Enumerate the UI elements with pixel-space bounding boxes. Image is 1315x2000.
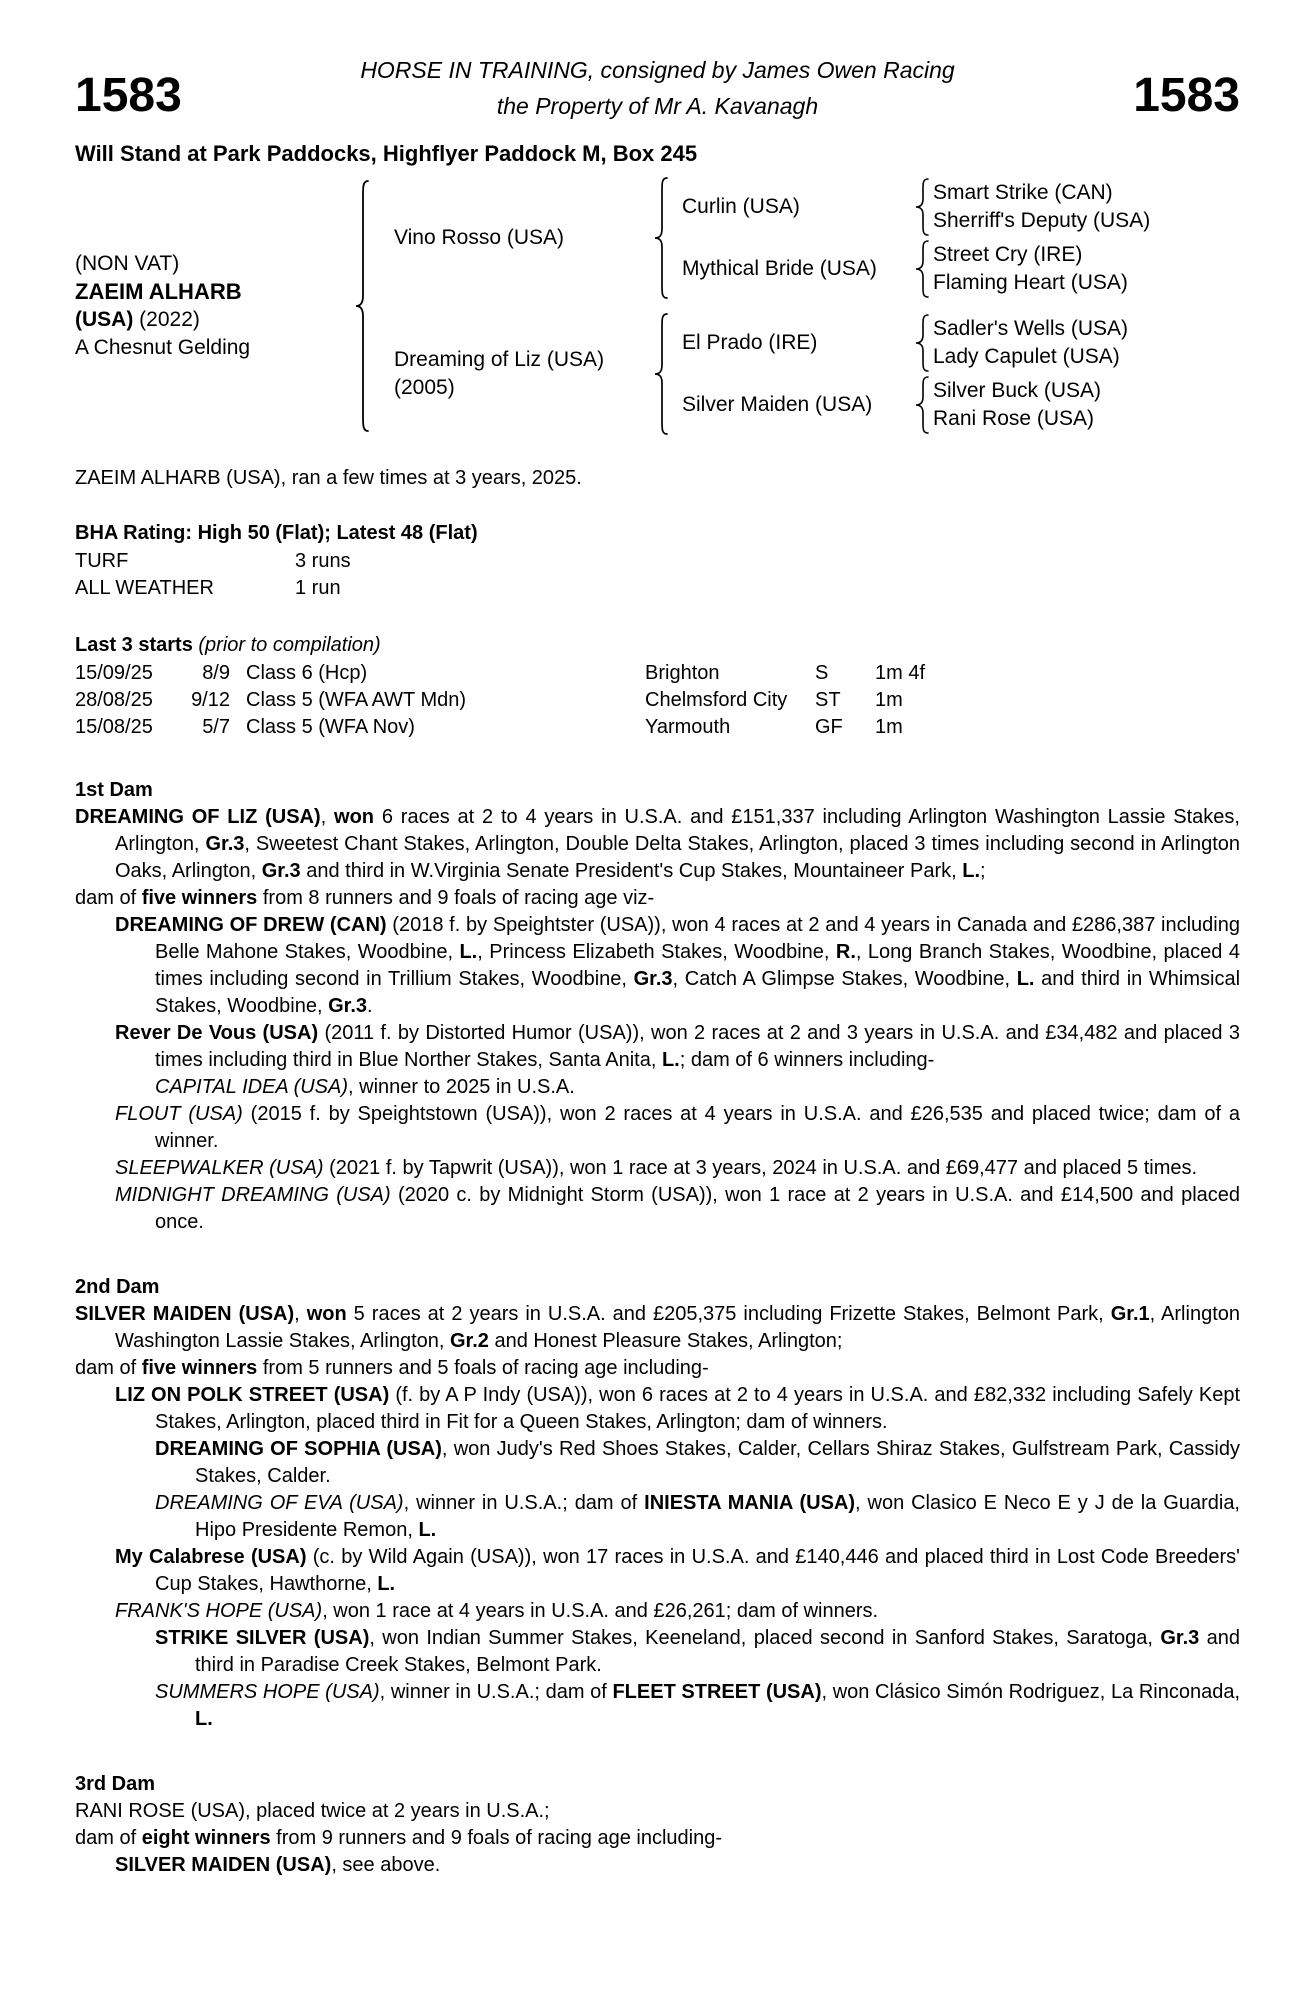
lot-number-right: 1583	[1133, 69, 1240, 122]
section-heading: 3rd Dam	[75, 1773, 156, 1795]
horse-origin: (USA)	[75, 308, 134, 331]
pedigree-paragraph: FLOUT (USA) (2015 f. by Speightstown (USA)), won 2 races at 4 years in U.S.A. and £26,535 and placed twice; dam of a winner.	[115, 1103, 1241, 1152]
pedigree-paragraph: SILVER MAIDEN (USA), see above.	[115, 1854, 441, 1876]
race-distance: 1m	[875, 689, 903, 711]
grandparent-row	[682, 376, 1238, 434]
grandparent-name: Mythical Bride (USA)	[682, 257, 877, 280]
first-dam-section	[75, 777, 1240, 1236]
section-heading: 1st Dam	[75, 779, 153, 801]
brace-icon	[910, 178, 933, 236]
dam-parents-block	[682, 314, 1238, 434]
race-row	[75, 660, 1240, 687]
rating-row	[75, 575, 1240, 602]
surface-label: ALL WEATHER	[75, 577, 214, 599]
pedigree-paragraph: My Calabrese (USA) (c. by Wild Again (USA)), won 17 races in U.S.A. and £140,446 and placed third in Lost Code Breeders' Cup Stakes, Hawthorne, L.	[115, 1546, 1240, 1595]
pedigree-paragraph: RANI ROSE (USA), placed twice at 2 years in U.S.A.;	[75, 1800, 550, 1822]
race-position: 9/12	[191, 689, 230, 711]
stand-location: Will Stand at Park Paddocks, Highflyer Paddock M, Box 245	[75, 141, 698, 166]
third-dam-section	[75, 1771, 1240, 1879]
pedigree-paragraph: MIDNIGHT DREAMING (USA) (2020 c. by Midnight Storm (USA)), won 1 race at 2 years in U.S.A. and £14,500 and placed once.	[115, 1184, 1241, 1233]
race-position: 5/7	[202, 716, 230, 738]
race-position: 8/9	[202, 662, 230, 684]
race-course: Brighton	[645, 662, 720, 684]
lot-number-left: 1583	[75, 69, 182, 122]
vat-status: (NON VAT)	[75, 252, 180, 275]
surface-label: TURF	[75, 550, 129, 572]
brace-icon	[640, 313, 682, 435]
pedigree-paragraph: dam of five winners from 8 runners and 9 foals of racing age viz-	[75, 887, 655, 909]
second-dam-section	[75, 1274, 1240, 1733]
race-row	[75, 687, 1240, 714]
pedigree-paragraph: SUMMERS HOPE (USA), winner in U.S.A.; dam of FLEET STREET (USA), won Clásico Simón Rodriguez, La Rinconada, L.	[155, 1681, 1241, 1730]
pedigree-paragraph: DREAMING OF EVA (USA), winner in U.S.A.; dam of INIESTA MANIA (USA), won Clasico E Neco E y J de la Guardia, Hipo Presidente Remon, L.	[155, 1492, 1240, 1541]
race-course: Chelmsford City	[645, 689, 788, 711]
race-course: Yarmouth	[645, 716, 731, 738]
race-date: 28/08/25	[75, 689, 153, 711]
race-class: Class 5 (WFA AWT Mdn)	[246, 689, 467, 711]
dam-name-block	[394, 346, 640, 402]
great-grandparents	[933, 179, 1238, 235]
great-grandparent-name: Lady Capulet (USA)	[933, 345, 1120, 368]
race-record-summary: ZAEIM ALHARB (USA), ran a few times at 3 years, 2025.	[75, 467, 582, 489]
rating-block	[75, 520, 1240, 602]
grandparent-name: El Prado (IRE)	[682, 331, 818, 354]
parents-block	[394, 177, 1238, 435]
dam-year: (2005)	[394, 376, 455, 399]
sire-row	[394, 177, 1238, 299]
sire-parents-block	[682, 178, 1238, 298]
brace-icon	[910, 314, 933, 372]
race-class: Class 5 (WFA Nov)	[246, 716, 415, 738]
grandparent-row	[682, 314, 1238, 372]
pedigree-paragraph: FRANK'S HOPE (USA), won 1 race at 4 years in U.S.A. and £26,261; dam of winners.	[115, 1600, 879, 1622]
pedigree-paragraph: DREAMING OF DREW (CAN) (2018 f. by Speightster (USA)), won 4 races at 2 and 4 years in Canada and £286,387 including Belle Mahone Stakes, Woodbine, L., Princess Elizabeth Stakes, Woodbine, R., Long Branch Stakes, Woodbine, placed 4 times including second in Trillium Stakes, Woodbine, Gr.3, Catch A Glimpse Stakes, Woodbine, L. and third in Whimsical Stakes, Woodbine, Gr.3.	[115, 914, 1241, 1017]
pedigree-paragraph: Rever De Vous (USA) (2011 f. by Distorted Humor (USA)), won 2 races at 2 and 3 years in U.S.A. and £34,482 and placed 3 times including third in Blue Norther Stakes, Santa Anita, L.; dam of 6 winners including-	[115, 1022, 1240, 1071]
race-date: 15/09/25	[75, 662, 153, 684]
horse-description: A Chesnut Gelding	[75, 336, 251, 359]
pedigree-paragraph: STRIKE SILVER (USA), won Indian Summer Stakes, Keeneland, placed second in Sanford Stakes, Saratoga, Gr.3 and third in Paradise Creek Stakes, Belmont Park.	[155, 1627, 1240, 1676]
pedigree-paragraph: dam of eight winners from 9 runners and 9 foals of racing age including-	[75, 1827, 722, 1849]
horse-origin-year	[75, 306, 330, 334]
brace-icon	[330, 180, 394, 432]
great-grandparents	[933, 315, 1238, 371]
race-going: GF	[815, 716, 843, 738]
last-starts-block	[75, 632, 1240, 741]
runs-value: 1 run	[295, 577, 341, 599]
last-starts-title	[75, 632, 1240, 659]
great-grandparent-name: Flaming Heart (USA)	[933, 271, 1128, 294]
last-starts-title-bold: Last 3 starts	[75, 634, 193, 656]
bha-rating-title: BHA Rating: High 50 (Flat); Latest 48 (Flat)	[75, 522, 478, 544]
grandparent-row	[682, 240, 1238, 298]
great-grandparent-name: Sherriff's Deputy (USA)	[933, 209, 1151, 232]
page-header	[75, 52, 1240, 124]
pedigree-paragraph: SLEEPWALKER (USA) (2021 f. by Tapwrit (USA)), won 1 race at 3 years, 2024 in U.S.A. and £69,477 and placed 5 times.	[115, 1157, 1198, 1179]
grandparent-name: Silver Maiden (USA)	[682, 393, 873, 416]
pedigree-paragraph: dam of five winners from 5 runners and 5 foals of racing age including-	[75, 1357, 709, 1379]
brace-icon	[910, 240, 933, 298]
race-going: ST	[815, 689, 841, 711]
race-distance: 1m	[875, 716, 903, 738]
section-heading: 2nd Dam	[75, 1276, 160, 1298]
race-date: 15/08/25	[75, 716, 153, 738]
horse-info	[75, 250, 330, 362]
race-row	[75, 714, 1240, 741]
horse-name: ZAEIM ALHARB	[75, 279, 242, 304]
property-line: the Property of Mr A. Kavanagh	[496, 93, 819, 119]
pedigree-paragraph: DREAMING OF SOPHIA (USA), won Judy's Red Shoes Stakes, Calder, Cellars Shiraz Stakes, Gulfstream Park, Cassidy Stakes, Calder.	[155, 1438, 1240, 1487]
rating-row	[75, 548, 1240, 575]
pedigree-tree	[75, 177, 1240, 435]
great-grandparent-name: Silver Buck (USA)	[933, 379, 1102, 402]
grandparent-name: Curlin (USA)	[682, 195, 800, 218]
dam-row	[394, 313, 1238, 435]
runs-value: 3 runs	[295, 550, 351, 572]
grandparent-row	[682, 178, 1238, 236]
race-going: S	[815, 662, 829, 684]
pedigree-paragraph: SILVER MAIDEN (USA), won 5 races at 2 years in U.S.A. and £205,375 including Frizette Stakes, Belmont Park, Gr.1, Arlington Washington Lassie Stakes, Arlington, Gr.2 and Honest Pleasure Stakes, Arlington;	[75, 1303, 1240, 1352]
great-grandparents	[933, 241, 1238, 297]
great-grandparent-name: Smart Strike (CAN)	[933, 181, 1113, 204]
last-starts-subtitle: (prior to compilation)	[192, 634, 381, 656]
brace-icon	[910, 376, 933, 434]
dam-name: Dreaming of Liz (USA)	[394, 348, 605, 371]
consignment-line: HORSE IN TRAINING, consigned by James Owen Racing	[360, 57, 955, 83]
race-class: Class 6 (Hcp)	[246, 662, 368, 684]
great-grandparent-name: Rani Rose (USA)	[933, 407, 1095, 430]
horse-year: (2022)	[133, 308, 200, 331]
pedigree-paragraph: DREAMING OF LIZ (USA), won 6 races at 2 to 4 years in U.S.A. and £151,337 including Arlington Washington Lassie Stakes, Arlington, Gr.3, Sweetest Chant Stakes, Arlington, Double Delta Stakes, Arlington, placed 3 times including second in Arlington Oaks, Arlington, Gr.3 and third in W.Virginia Senate President's Cup Stakes, Mountaineer Park, L.;	[75, 806, 1240, 882]
race-distance: 1m 4f	[875, 662, 926, 684]
great-grandparents	[933, 377, 1238, 433]
great-grandparent-name: Sadler's Wells (USA)	[933, 317, 1128, 340]
great-grandparent-name: Street Cry (IRE)	[933, 243, 1083, 266]
brace-icon	[640, 177, 682, 299]
sire-name: Vino Rosso (USA)	[394, 226, 565, 249]
pedigree-paragraph: LIZ ON POLK STREET (USA) (f. by A P Indy (USA)), won 6 races at 2 to 4 years in U.S.A. and £82,332 including Safely Kept Stakes, Arlington, placed third in Fit for a Queen Stakes, Arlington; dam of winners.	[115, 1384, 1240, 1433]
pedigree-paragraph: CAPITAL IDEA (USA), winner to 2025 in U.S.A.	[155, 1076, 575, 1098]
